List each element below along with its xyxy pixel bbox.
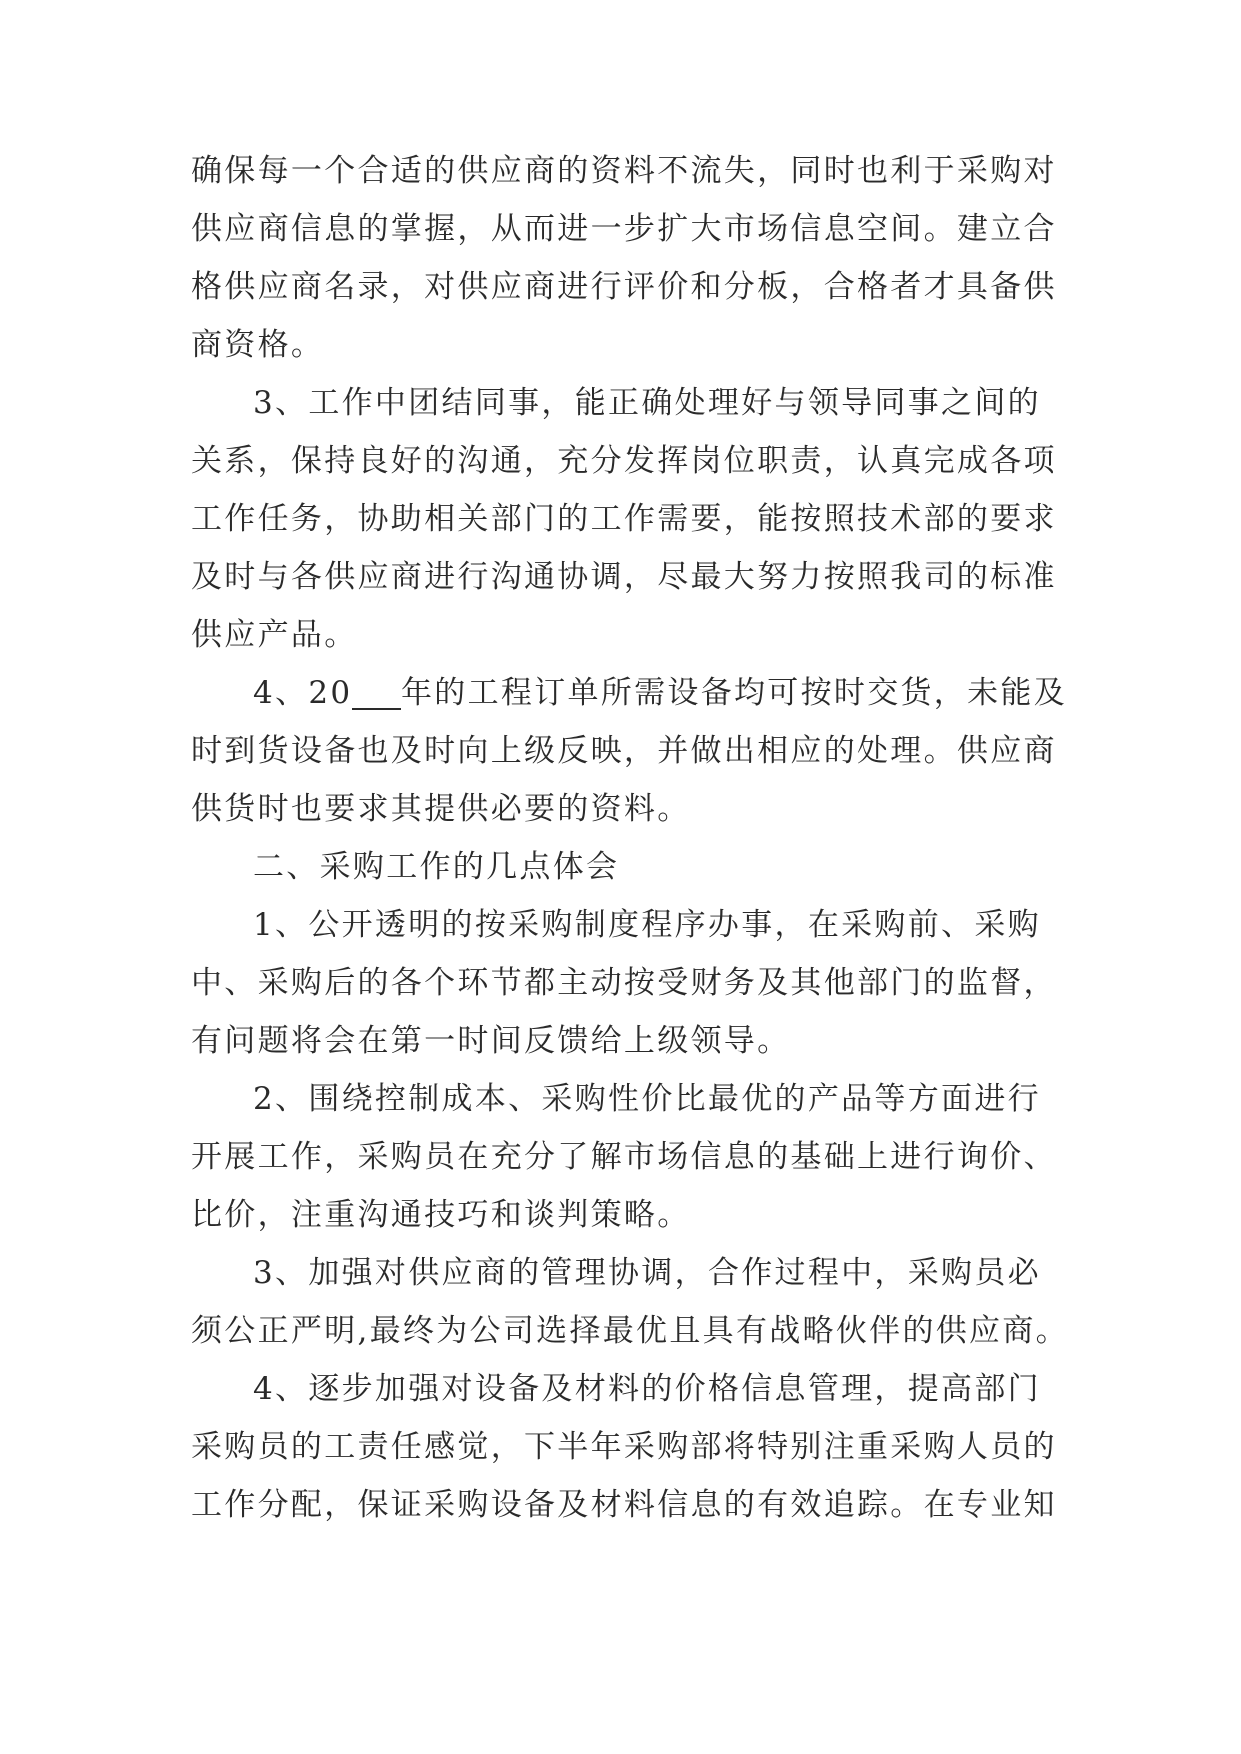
section-heading: 二、采购工作的几点体会	[253, 849, 620, 885]
paragraph-start-line: 2、围绕控制成本、采购性价比最优的产品等方面进行	[253, 1081, 1041, 1117]
paragraph-start-line	[191, 664, 1067, 722]
text-line: 有问题将会在第一时间反馈给上级领导。	[191, 1023, 791, 1059]
text-line: 关系，保持良好的沟通，充分发挥岗位职责，认真完成各项	[191, 443, 1057, 479]
text-line: 供应产品。	[191, 617, 358, 653]
fill-in-blank	[352, 678, 401, 710]
text-line: 中、采购后的各个环节都主动按受财务及其他部门的监督，	[191, 965, 1057, 1001]
text-line: 须公正严明,最终为公司选择最优且具有战略伙伴的供应商。	[191, 1313, 1069, 1349]
text-line: 比价，注重沟通技巧和谈判策略。	[191, 1197, 691, 1233]
text-line: 工作分配，保证采购设备及材料信息的有效追踪。在专业知	[191, 1487, 1057, 1523]
text-line: 格供应商名录，对供应商进行评价和分板，合格者才具备供	[191, 269, 1057, 305]
text-line: 开展工作，采购员在充分了解市场信息的基础上进行询价、	[191, 1139, 1057, 1175]
text-segment: 4、20	[253, 675, 353, 711]
text-segment: 年的工程订单所需设备均可按时交货，未能及	[401, 675, 1067, 711]
document-body	[191, 142, 1069, 1534]
text-line: 供货时也要求其提供必要的资料。	[191, 791, 691, 827]
paragraph-start-line: 1、公开透明的按采购制度程序办事，在采购前、采购	[253, 907, 1041, 943]
paragraph-start-line: 4、逐步加强对设备及材料的价格信息管理，提高部门	[253, 1371, 1041, 1407]
text-line: 工作任务，协助相关部门的工作需要，能按照技术部的要求	[191, 501, 1057, 537]
text-line: 及时与各供应商进行沟通协调，尽最大努力按照我司的标准	[191, 559, 1057, 595]
text-line: 商资格。	[191, 327, 325, 363]
paragraph-start-line: 3、工作中团结同事，能正确处理好与领导同事之间的	[253, 385, 1041, 421]
text-line: 供应商信息的掌握，从而进一步扩大市场信息空间。建立合	[191, 211, 1057, 247]
paragraph-start-line: 3、加强对供应商的管理协调，合作过程中，采购员必	[253, 1255, 1041, 1291]
text-line: 确保每一个合适的供应商的资料不流失，同时也利于采购对	[191, 153, 1057, 189]
text-line: 时到货设备也及时向上级反映，并做出相应的处理。供应商	[191, 733, 1057, 769]
text-line: 采购员的工责任感觉，下半年采购部将特别注重采购人员的	[191, 1429, 1057, 1465]
